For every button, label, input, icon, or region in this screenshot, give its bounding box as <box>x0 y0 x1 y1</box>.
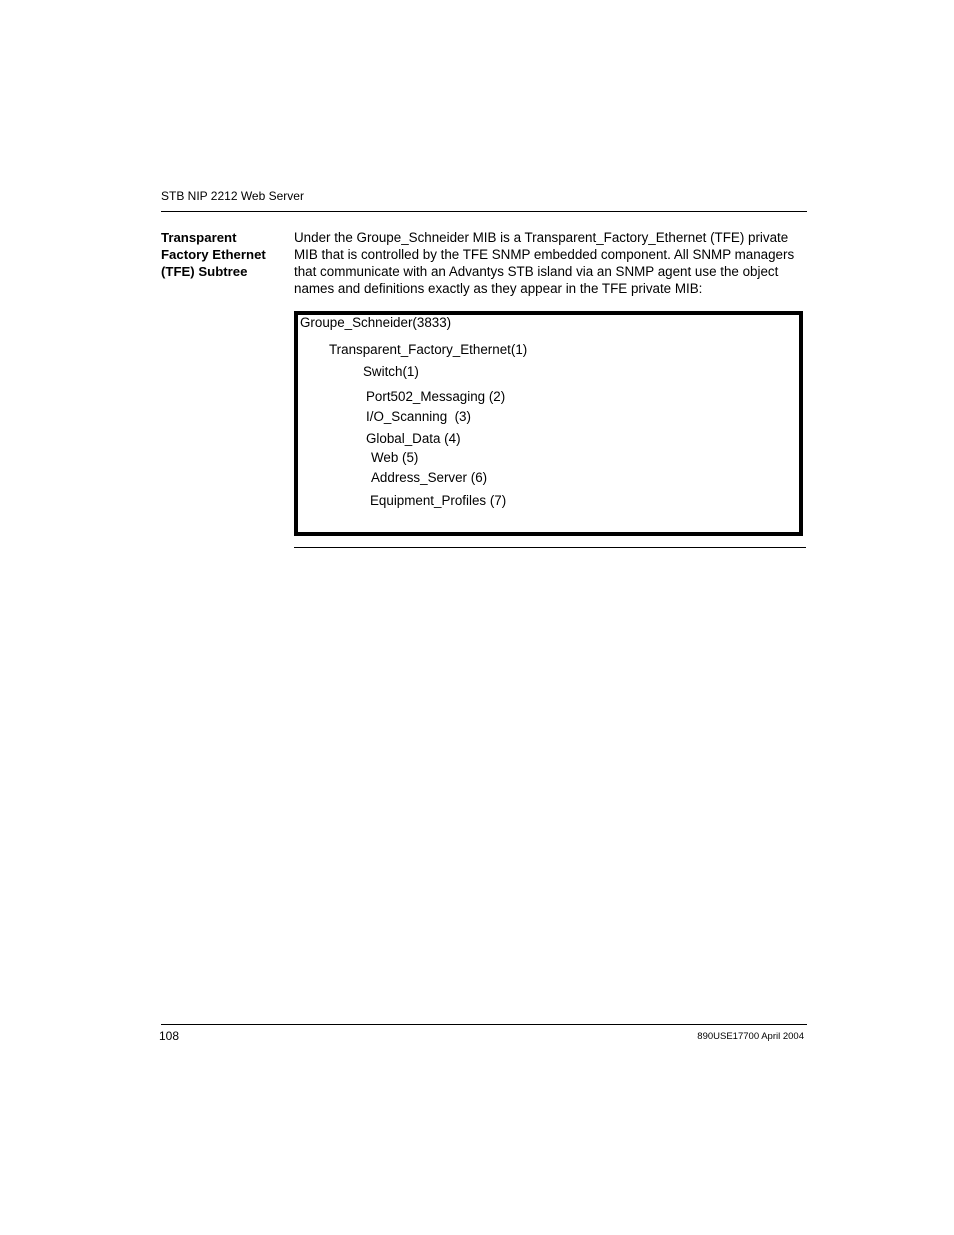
mib-node-port502: Port502_Messaging (2) <box>366 389 506 404</box>
running-header: STB NIP 2212 Web Server <box>161 189 304 203</box>
document-reference: 890USE17700 April 2004 <box>697 1031 804 1042</box>
section-body: Under the Groupe_Schneider MIB is a Transparent_Factory_Ethernet (TFE) private MIB that is controlled by the TFE SNMP embedded component. All SNMP managers that communicate with an Advantys STB island via an SNMP agent use the object names and definitions exactly as they appear in the TFE private MIB: <box>294 230 795 296</box>
mib-node-global-data: Global_Data (4) <box>366 431 461 446</box>
mib-node-tfe: Transparent_Factory_Ethernet(1) <box>329 342 528 357</box>
mib-node-switch: Switch(1) <box>363 364 419 379</box>
header-rule <box>161 211 807 212</box>
mib-node-web: Web (5) <box>371 450 419 465</box>
page-number: 108 <box>159 1029 180 1043</box>
section-end-rule <box>294 547 806 548</box>
footer-rule <box>161 1024 807 1025</box>
mib-node-root: Groupe_Schneider(3833) <box>300 315 452 330</box>
section-heading: Transparent Factory Ethernet (TFE) Subtree <box>161 230 266 279</box>
mib-node-io-scanning: I/O_Scanning (3) <box>366 409 471 424</box>
mib-node-address-server: Address_Server (6) <box>371 470 488 485</box>
mib-node-equipment-profiles: Equipment_Profiles (7) <box>370 493 507 508</box>
